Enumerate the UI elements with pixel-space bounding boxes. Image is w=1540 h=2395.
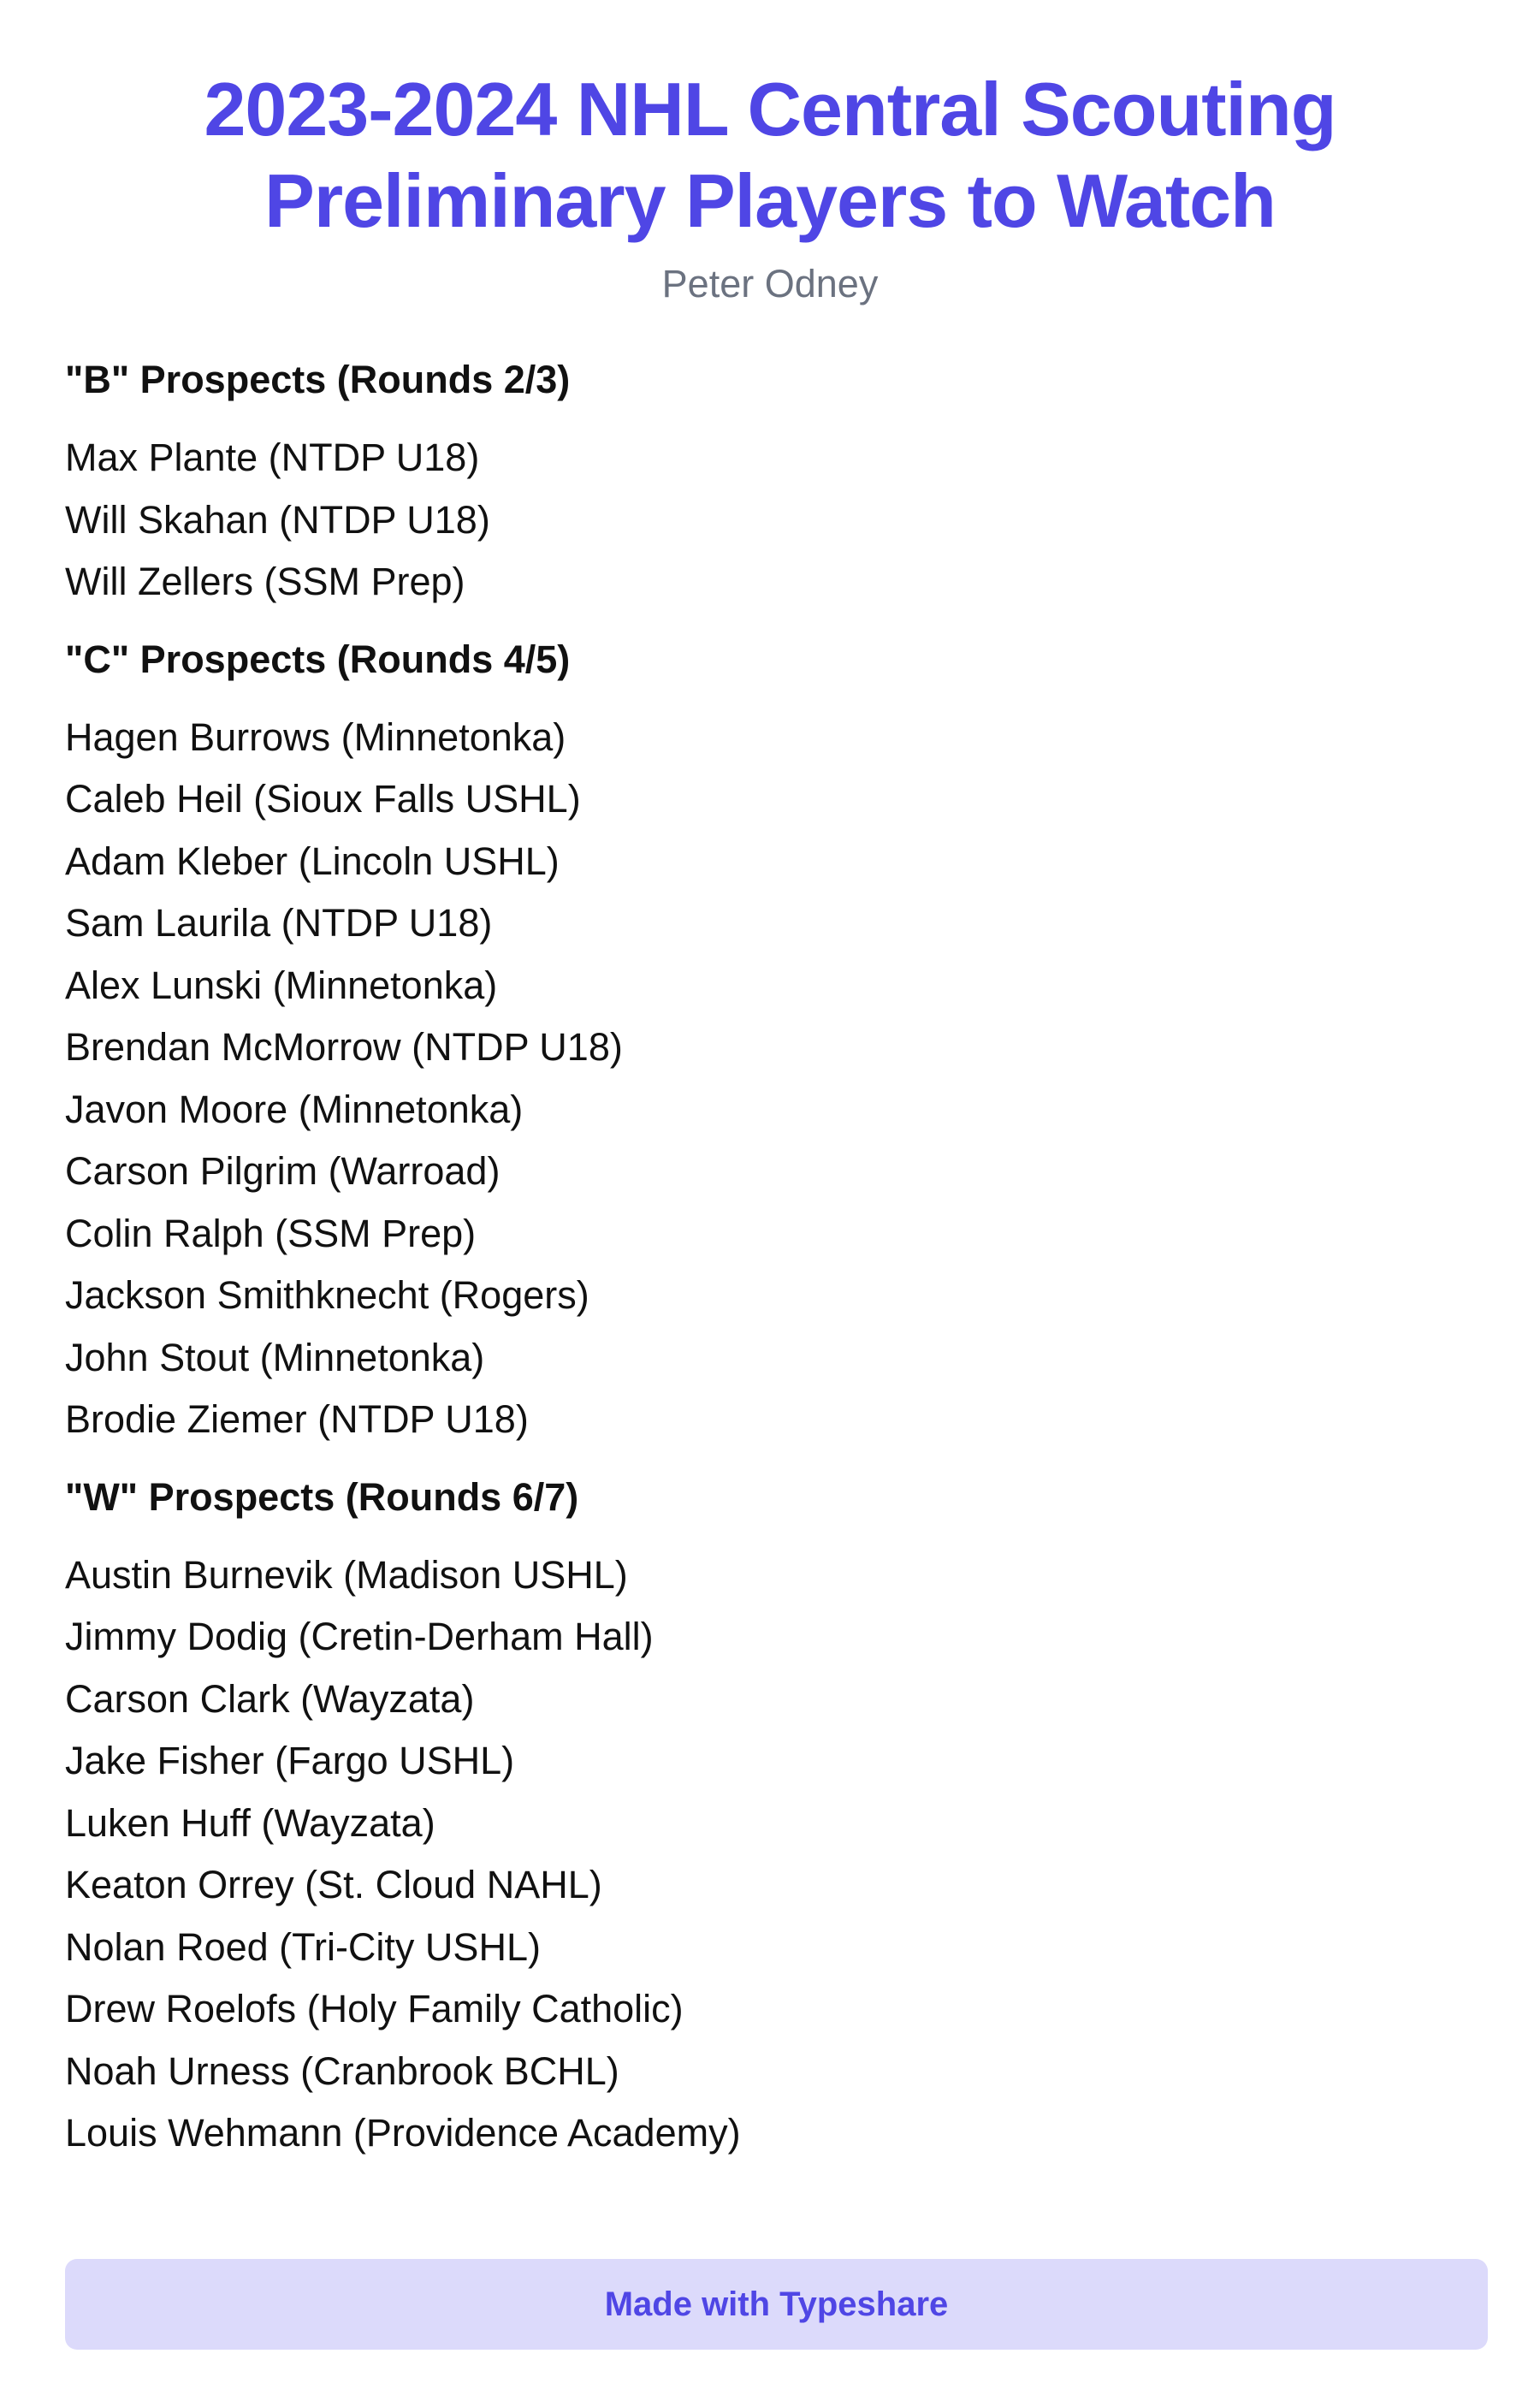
list-item: Louis Wehmann (Providence Academy)	[65, 2111, 741, 2155]
list-item: Alex Lunski (Minnetonka)	[65, 963, 498, 1007]
list-item: Will Zellers (SSM Prep)	[65, 560, 465, 603]
list-item: Sam Laurila (NTDP U18)	[65, 901, 493, 945]
player-list-w	[65, 1544, 1475, 2165]
list-item: Brendan McMorrow (NTDP U18)	[65, 1025, 623, 1069]
footer-label: Made with Typeshare	[604, 2285, 949, 2323]
title-line-2: Preliminary Players to Watch	[264, 158, 1276, 243]
list-item: John Stout (Minnetonka)	[65, 1335, 485, 1379]
section-heading-b: "B" Prospects (Rounds 2/3)	[65, 358, 571, 401]
list-item: Brodie Ziemer (NTDP U18)	[65, 1397, 529, 1441]
list-item: Jimmy Dodig (Cretin-Derham Hall)	[65, 1615, 654, 1658]
list-item: Colin Ralph (SSM Prep)	[65, 1211, 477, 1255]
list-item: Austin Burnevik (Madison USHL)	[65, 1552, 628, 1597]
list-item: Will Skahan (NTDP U18)	[65, 497, 490, 542]
header	[65, 0, 1475, 310]
list-item: Max Plante (NTDP U18)	[65, 436, 480, 479]
list-item: Drew Roelofs (Holy Family Catholic)	[65, 1987, 684, 2030]
list-item: Carson Clark (Wayzata)	[65, 1676, 475, 1721]
list-item: Jackson Smithknecht (Rogers)	[65, 1273, 589, 1317]
list-item: Noah Urness (Cranbrook BCHL)	[65, 2048, 619, 2093]
list-item: Luken Huff (Wayzata)	[65, 1800, 435, 1845]
list-item: Keaton Orrey (St. Cloud NAHL)	[65, 1863, 602, 1906]
list-item: Caleb Heil (Sioux Falls USHL)	[65, 777, 581, 821]
list-item: Adam Kleber (Lincoln USHL)	[65, 839, 560, 883]
section-heading-w: "W" Prospects (Rounds 6/7)	[65, 1474, 579, 1519]
player-list-c	[65, 707, 1475, 1451]
page-title	[65, 63, 1475, 246]
section-heading-c: "C" Prospects (Rounds 4/5)	[65, 637, 571, 681]
player-list-b	[65, 427, 1475, 614]
list-item: Jake Fisher (Fargo USHL)	[65, 1739, 515, 1782]
list-item: Javon Moore (Minnetonka)	[65, 1087, 524, 1131]
list-item: Carson Pilgrim (Warroad)	[65, 1149, 500, 1193]
list-item: Nolan Roed (Tri-City USHL)	[65, 1924, 541, 1969]
list-item: Hagen Burrows (Minnetonka)	[65, 714, 566, 759]
made-with-typeshare-button[interactable]	[65, 2259, 1488, 2350]
title-line-1: 2023-2024 NHL Central Scouting	[204, 67, 1336, 151]
author-name: Peter Odney	[661, 262, 879, 305]
content	[65, 354, 1475, 2165]
